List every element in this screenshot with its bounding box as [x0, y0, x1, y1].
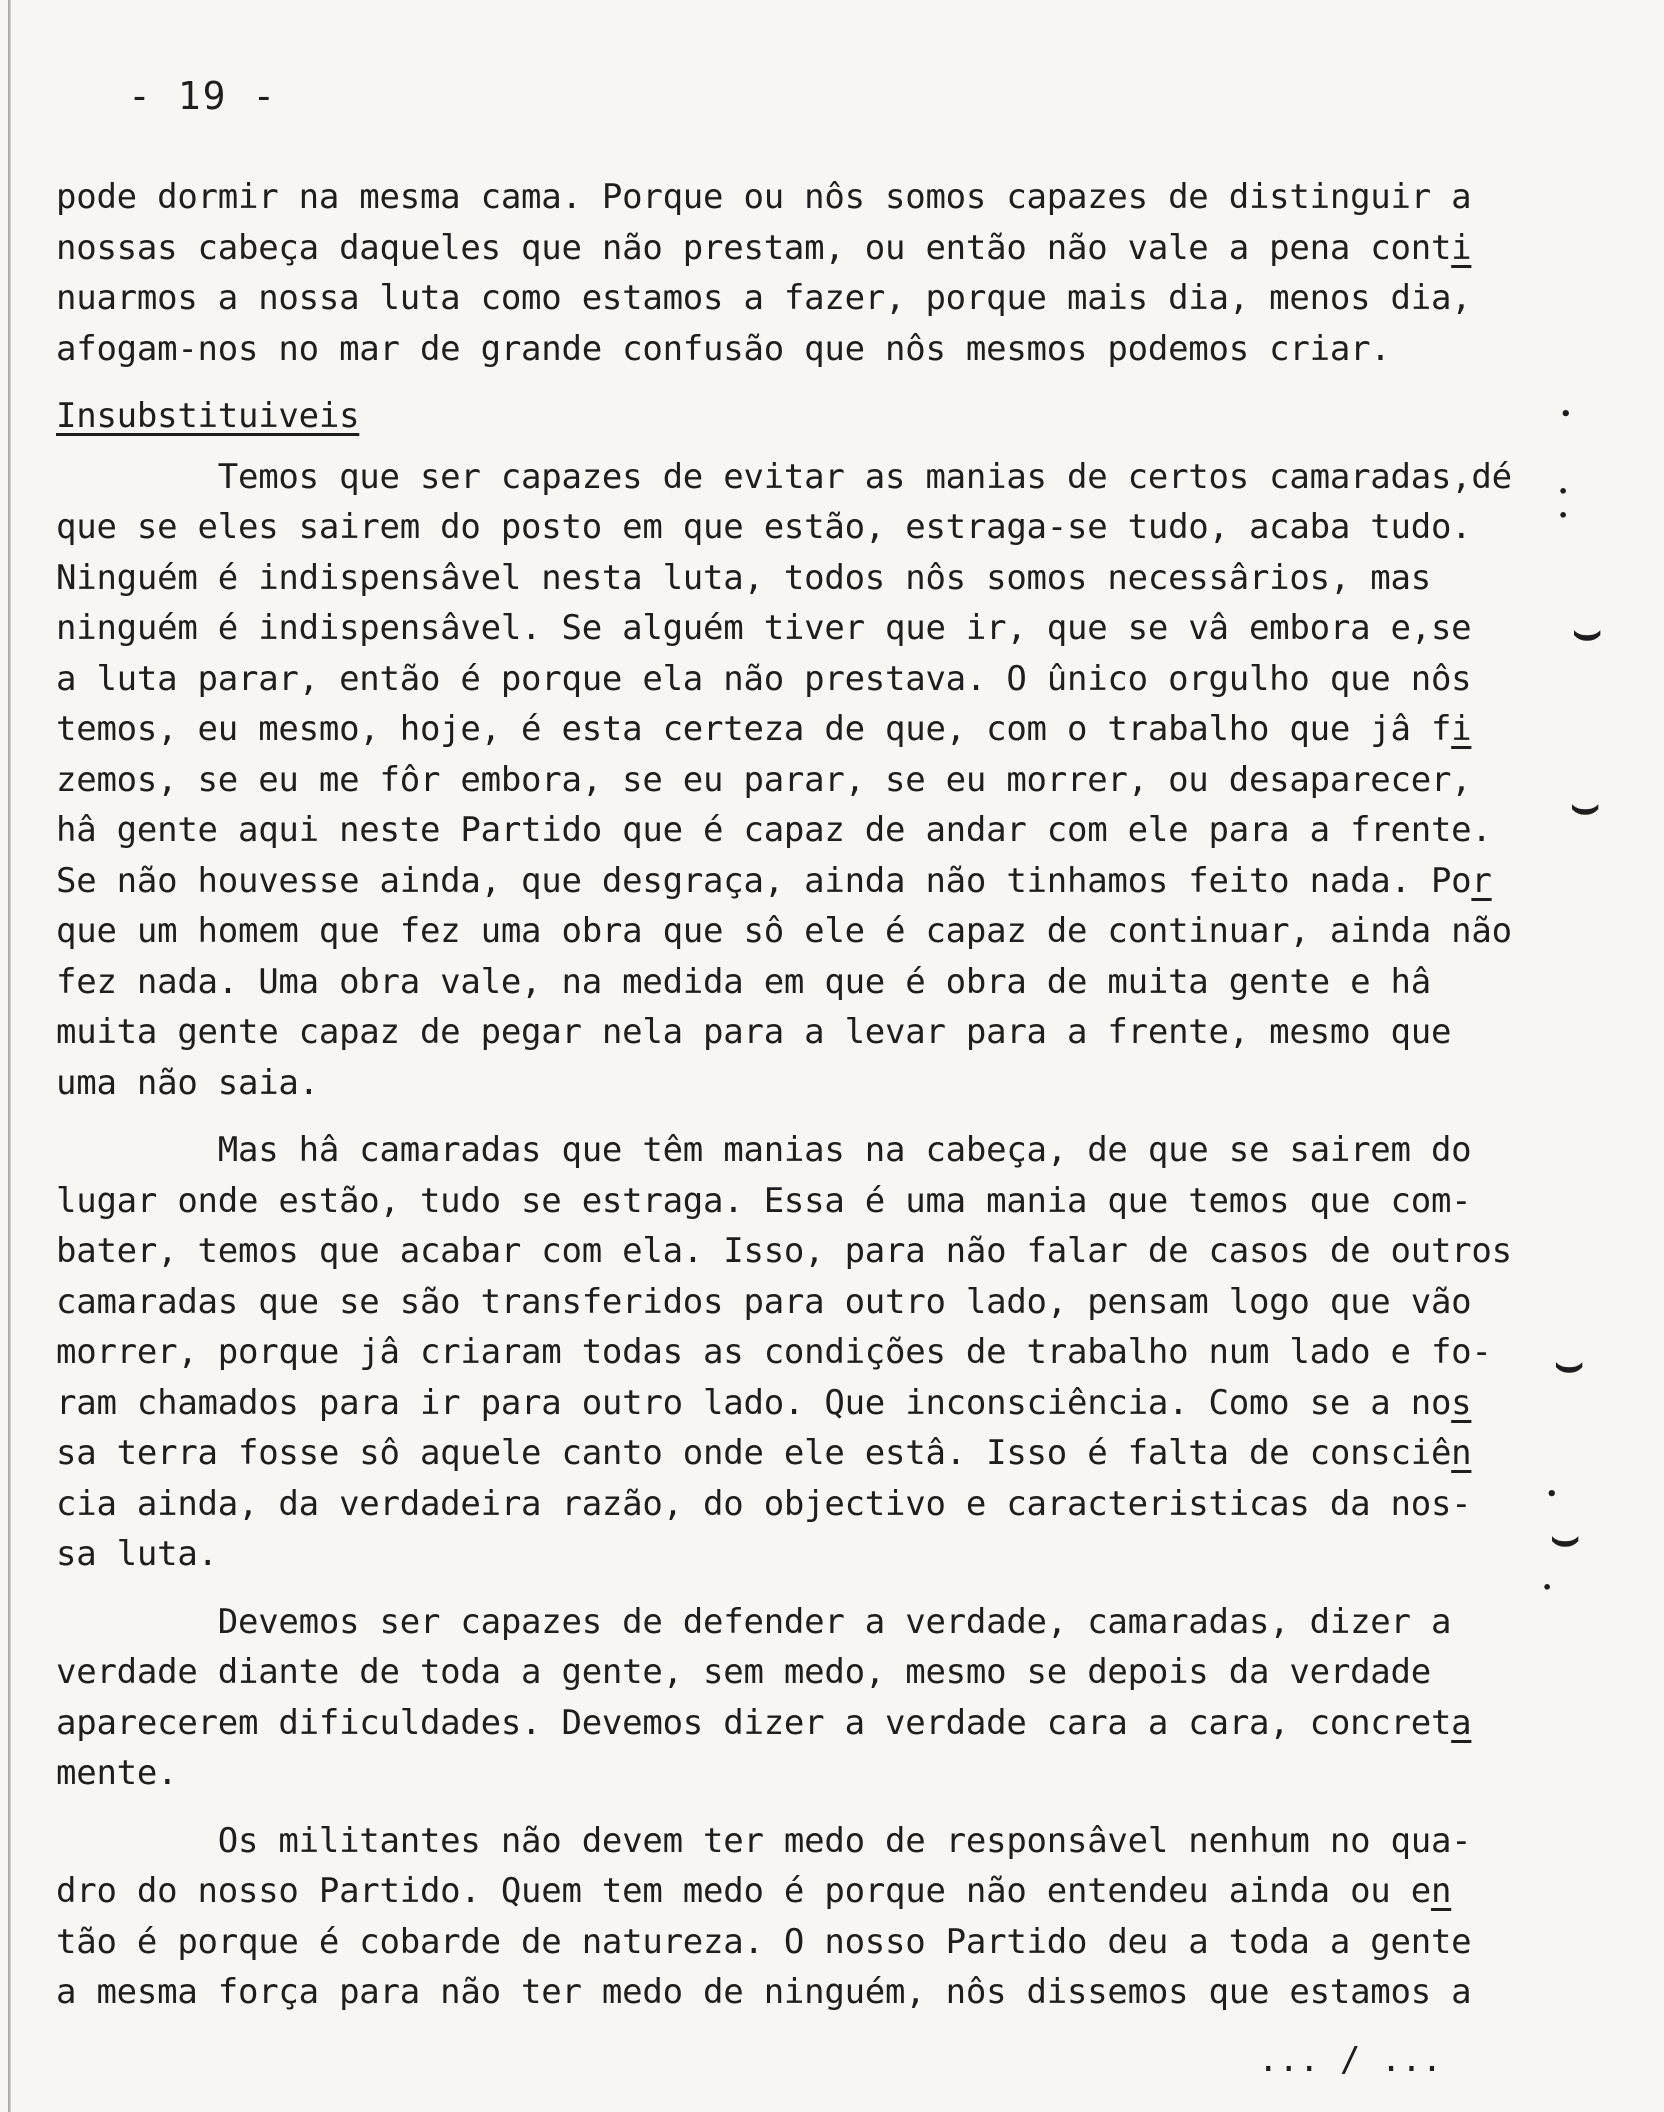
margin-dot: •	[1558, 506, 1569, 525]
text-segment: mente.	[56, 1753, 178, 1793]
text-segment: zemos, se eu me fôr embora, se eu parar, se eu morrer, ou desaparecer,	[56, 759, 1472, 800]
margin-tick-mark: ⌣	[1554, 1336, 1585, 1390]
paragraph	[56, 1816, 1586, 2018]
document-body	[56, 172, 1586, 2035]
text-line	[56, 1327, 1586, 1378]
text-segment: nuarmos a nossa luta como estamos a fazer, porque mais dia, menos dia,	[56, 278, 1472, 318]
text-segment: pode dormir na mesma cama. Porque ou nôs somos capazes de distinguir a	[56, 177, 1472, 217]
text-line	[56, 452, 1586, 503]
margin-dot: •	[1558, 482, 1569, 501]
paragraph	[56, 172, 1586, 374]
margin-dot: •	[1560, 404, 1572, 425]
text-segment: ninguém é indispensâvel. Se alguém tiver que ir, que se vâ embora e,se	[56, 608, 1472, 648]
page-edge	[8, 0, 11, 2112]
margin-dot: •	[1542, 1578, 1553, 1597]
text-segment: sa terra fosse sô aquele canto onde ele estâ. Isso é falta de consciê	[56, 1433, 1452, 1473]
text-line	[56, 603, 1586, 654]
text-line	[56, 1647, 1586, 1698]
margin-dot: •	[1546, 1484, 1558, 1505]
section-heading: Insubstituiveis	[56, 396, 360, 436]
paragraph	[56, 452, 1586, 1109]
text-line	[56, 1176, 1586, 1227]
continuation-mark: ... / ...	[1258, 2040, 1443, 2080]
text-line	[56, 1967, 1586, 2018]
text-line	[56, 273, 1586, 324]
text-segment: a mesma força para não ter medo de ninguém, nôs dissemos que estamos a	[56, 1972, 1472, 2012]
text-segment: Se não houvesse ainda, que desgraça, ainda não tinhamos feito nada. Po	[56, 860, 1472, 901]
text-segment: morrer, porque jâ criaram todas as condições de trabalho num lado e fo-	[56, 1332, 1492, 1372]
text-line	[56, 1597, 1586, 1648]
section-heading-line	[56, 391, 1586, 442]
text-line	[56, 856, 1586, 907]
text-line	[56, 324, 1586, 375]
text-line	[56, 1529, 1586, 1580]
underlined-text: i	[1451, 709, 1472, 749]
text-line	[56, 755, 1586, 806]
text-segment: afogam-nos no mar de grande confusão que nôs mesmos podemos criar.	[56, 328, 1391, 369]
text-line	[56, 1917, 1586, 1968]
text-line	[56, 502, 1586, 553]
text-line	[56, 1378, 1586, 1429]
text-line	[56, 1277, 1586, 1328]
text-segment: dro do nosso Partido. Quem tem medo é porque não entendeu ainda ou e	[56, 1871, 1431, 1911]
text-segment: cia ainda, da verdadeira razão, do objectivo e caracteristicas da nos-	[56, 1483, 1472, 1524]
text-line	[56, 654, 1586, 705]
text-line	[56, 172, 1586, 223]
paragraph	[56, 1125, 1586, 1580]
underlined-text: i	[1451, 227, 1472, 268]
text-segment: muita gente capaz de pegar nela para a levar para a frente, mesmo que	[56, 1012, 1452, 1052]
page-number: - 19 -	[128, 74, 278, 118]
text-line	[56, 1007, 1586, 1058]
text-line	[56, 1748, 1586, 1799]
text-line	[56, 1866, 1586, 1917]
text-line	[56, 1698, 1586, 1749]
text-segment: que um homem que fez uma obra que sô ele é capaz de continuar, ainda não	[56, 911, 1512, 951]
text-segment: que se eles sairem do posto em que estão, estraga-se tudo, acaba tudo.	[56, 507, 1472, 547]
text-line	[56, 805, 1586, 856]
text-segment: a luta parar, então é porque ela não prestava. O ûnico orgulho que nôs	[56, 658, 1472, 699]
text-line	[56, 1816, 1586, 1867]
text-segment: hâ gente aqui neste Partido que é capaz de andar com ele para a frente.	[56, 810, 1492, 850]
text-segment: lugar onde estão, tudo se estraga. Essa é uma mania que temos que com-	[56, 1180, 1472, 1221]
paragraph	[56, 1597, 1586, 1799]
text-segment: nossas cabeça daqueles que não prestam, ou então não vale a pena cont	[56, 227, 1452, 268]
text-segment: Devemos ser capazes de defender a verdade, camaradas, dizer a	[56, 1601, 1452, 1642]
margin-tick-mark: ⌣	[1550, 1510, 1581, 1564]
underlined-text: s	[1451, 1382, 1472, 1423]
text-line	[56, 704, 1586, 755]
underlined-text: r	[1471, 860, 1492, 901]
text-segment: Ninguém é indispensâvel nesta luta, todos nôs somos necessârios, mas	[56, 557, 1431, 598]
text-line	[56, 553, 1586, 604]
text-segment: temos, eu mesmo, hoje, é esta certeza de que, com o trabalho que jâ f	[56, 709, 1452, 749]
text-segment: Mas hâ camaradas que têm manias na cabeça, de que se sairem do	[56, 1130, 1472, 1170]
margin-tick-mark: ⌣	[1570, 778, 1601, 832]
text-segment: ram chamados para ir para outro lado. Que inconsciência. Como se a no	[56, 1382, 1452, 1423]
text-segment: aparecerem dificuldades. Devemos dizer a verdade cara a cara, concret	[56, 1702, 1452, 1743]
text-segment: sa luta.	[56, 1534, 218, 1574]
underlined-text: n	[1451, 1433, 1472, 1473]
text-line	[56, 1226, 1586, 1277]
text-segment: uma não saia.	[56, 1062, 319, 1103]
text-line	[56, 957, 1586, 1008]
text-segment: bater, temos que acabar com ela. Isso, para não falar de casos de outros	[56, 1231, 1512, 1271]
text-segment: camaradas que se são transferidos para outro lado, pensam logo que vão	[56, 1281, 1472, 1322]
margin-tick-mark: ⌣	[1572, 604, 1603, 658]
text-segment: tão é porque é cobarde de natureza. O nosso Partido deu a toda a gente	[56, 1921, 1472, 1962]
text-line	[56, 1428, 1586, 1479]
text-segment: verdade diante de toda a gente, sem medo, mesmo se depois da verdade	[56, 1652, 1431, 1692]
underlined-text: a	[1451, 1702, 1472, 1743]
text-line	[56, 906, 1586, 957]
text-line	[56, 1058, 1586, 1109]
text-segment: fez nada. Uma obra vale, na medida em que é obra de muita gente e hâ	[56, 961, 1431, 1002]
text-segment: Temos que ser capazes de evitar as manias de certos camaradas,dé	[56, 456, 1512, 497]
underlined-text: n	[1430, 1871, 1452, 1911]
text-line	[56, 1479, 1586, 1530]
text-line	[56, 1125, 1586, 1176]
text-line	[56, 223, 1586, 274]
text-segment: Os militantes não devem ter medo de responsâvel nenhum no qua-	[56, 1820, 1472, 1861]
